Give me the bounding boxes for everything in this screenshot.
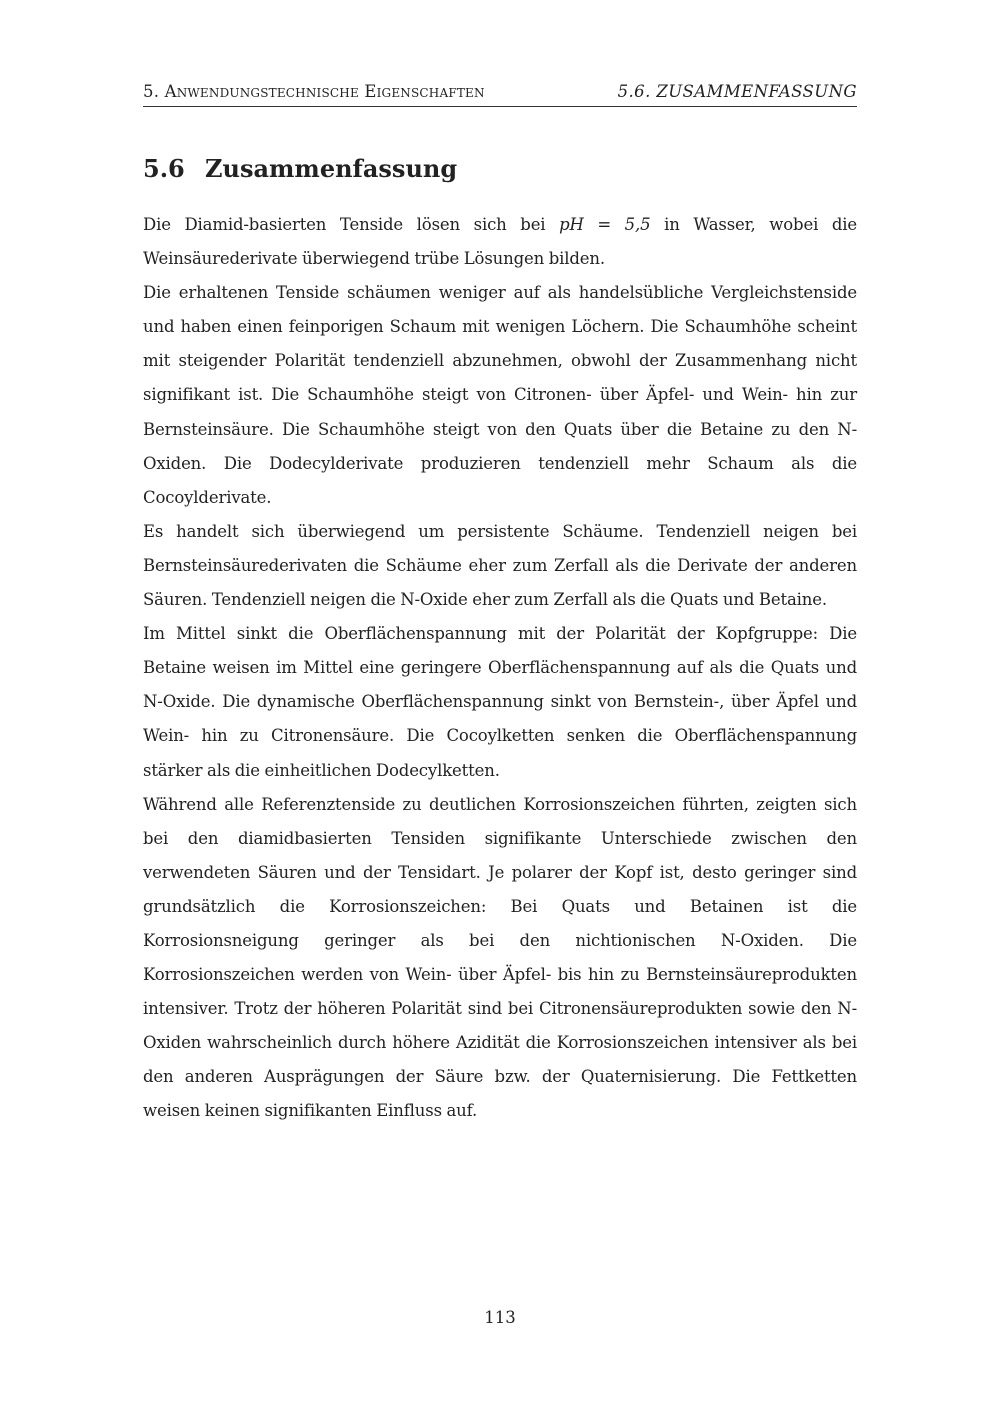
section-heading bbox=[143, 154, 457, 183]
ph-value-math: pH = 5,5 bbox=[559, 215, 651, 234]
paragraph-solubility-text-after: in Wasser, wobei die Weinsäurederivate überwiegend trübe Lösungen bilden. bbox=[143, 215, 857, 269]
section-number: 5.6 bbox=[143, 154, 185, 183]
running-header bbox=[143, 82, 857, 107]
paragraph-solubility bbox=[143, 208, 857, 276]
running-header-section: 5.6. ZUSAMMENFASSUNG bbox=[617, 82, 857, 101]
paragraph-foaming: Die erhaltenen Tenside schäumen weniger auf als handelsübliche Vergleichstenside und haben einen feinporigen Schaum mit wenigen Löchern. Die Schaumhöhe scheint mit steigender Polarität tendenziell abzunehmen, obwohl der Zusammenhang nicht signifikant ist. Die Schaumhöhe steigt von Citronen- über Äpfel- und Wein- hin zur Bernsteinsäure. Die Schaumhöhe steigt von den Quats über die Betaine zu den N-Oxiden. Die Dodecylderivate produzieren tendenziell mehr Schaum als die Cocoylderivate. bbox=[143, 283, 857, 507]
section-title: Zusammenfassung bbox=[205, 154, 458, 183]
running-header-chapter: 5. Anwendungstechnische Eigenschaften bbox=[143, 82, 485, 101]
paragraph-foam-stability: Es handelt sich überwiegend um persistente Schäume. Tendenziell neigen bei Bernsteinsäurederivaten die Schäume eher zum Zerfall als die Derivate der anderen Säuren. Tendenziell neigen die N-Oxide eher zum Zerfall als die Quats und Betaine. bbox=[143, 521, 857, 610]
paragraph-solubility-text-before: Die Diamid-basierten Tenside lösen sich bei bbox=[143, 215, 560, 234]
paragraph-corrosion: Während alle Referenztenside zu deutlichen Korrosionszeichen führten, zeigten sich bei den diamidbasierten Tensiden signifikante Unterschiede zwischen den verwendeten Säuren und der Tensidart. Je polarer der Kopf ist, desto geringer sind grundsätzlich die Korrosionszeichen: Bei Quats und Betainen ist die Korrosionsneigung geringer als bei den nichtionischen N-Oxiden. Die Korrosionszeichen werden von Wein- über Äpfel- bis hin zu Bernsteinsäureprodukten intensiver. Trotz der höheren Polarität sind bei Citronensäureprodukten sowie den N-Oxiden wahrscheinlich durch höhere Azidität die Korrosionszeichen intensiver als bei den anderen Ausprägungen der Säure bzw. der Quaternisierung. Die Fettketten weisen keinen signifikanten Einfluss auf. bbox=[143, 794, 857, 1121]
paragraph-surface-tension: Im Mittel sinkt die Oberflächenspannung mit der Polarität der Kopfgruppe: Die Betaine weisen im Mittel eine geringere Oberflächenspannung auf als die Quats und N-Oxide. Die dynamische Oberflächenspannung sinkt von Bernstein-, über Äpfel und Wein- hin zu Citronensäure. Die Cocoylketten senken die Oberflächenspannung stärker als die einheitlichen Dodecylketten. bbox=[143, 624, 857, 780]
page-number: 113 bbox=[484, 1308, 516, 1327]
body-text bbox=[143, 208, 857, 1129]
